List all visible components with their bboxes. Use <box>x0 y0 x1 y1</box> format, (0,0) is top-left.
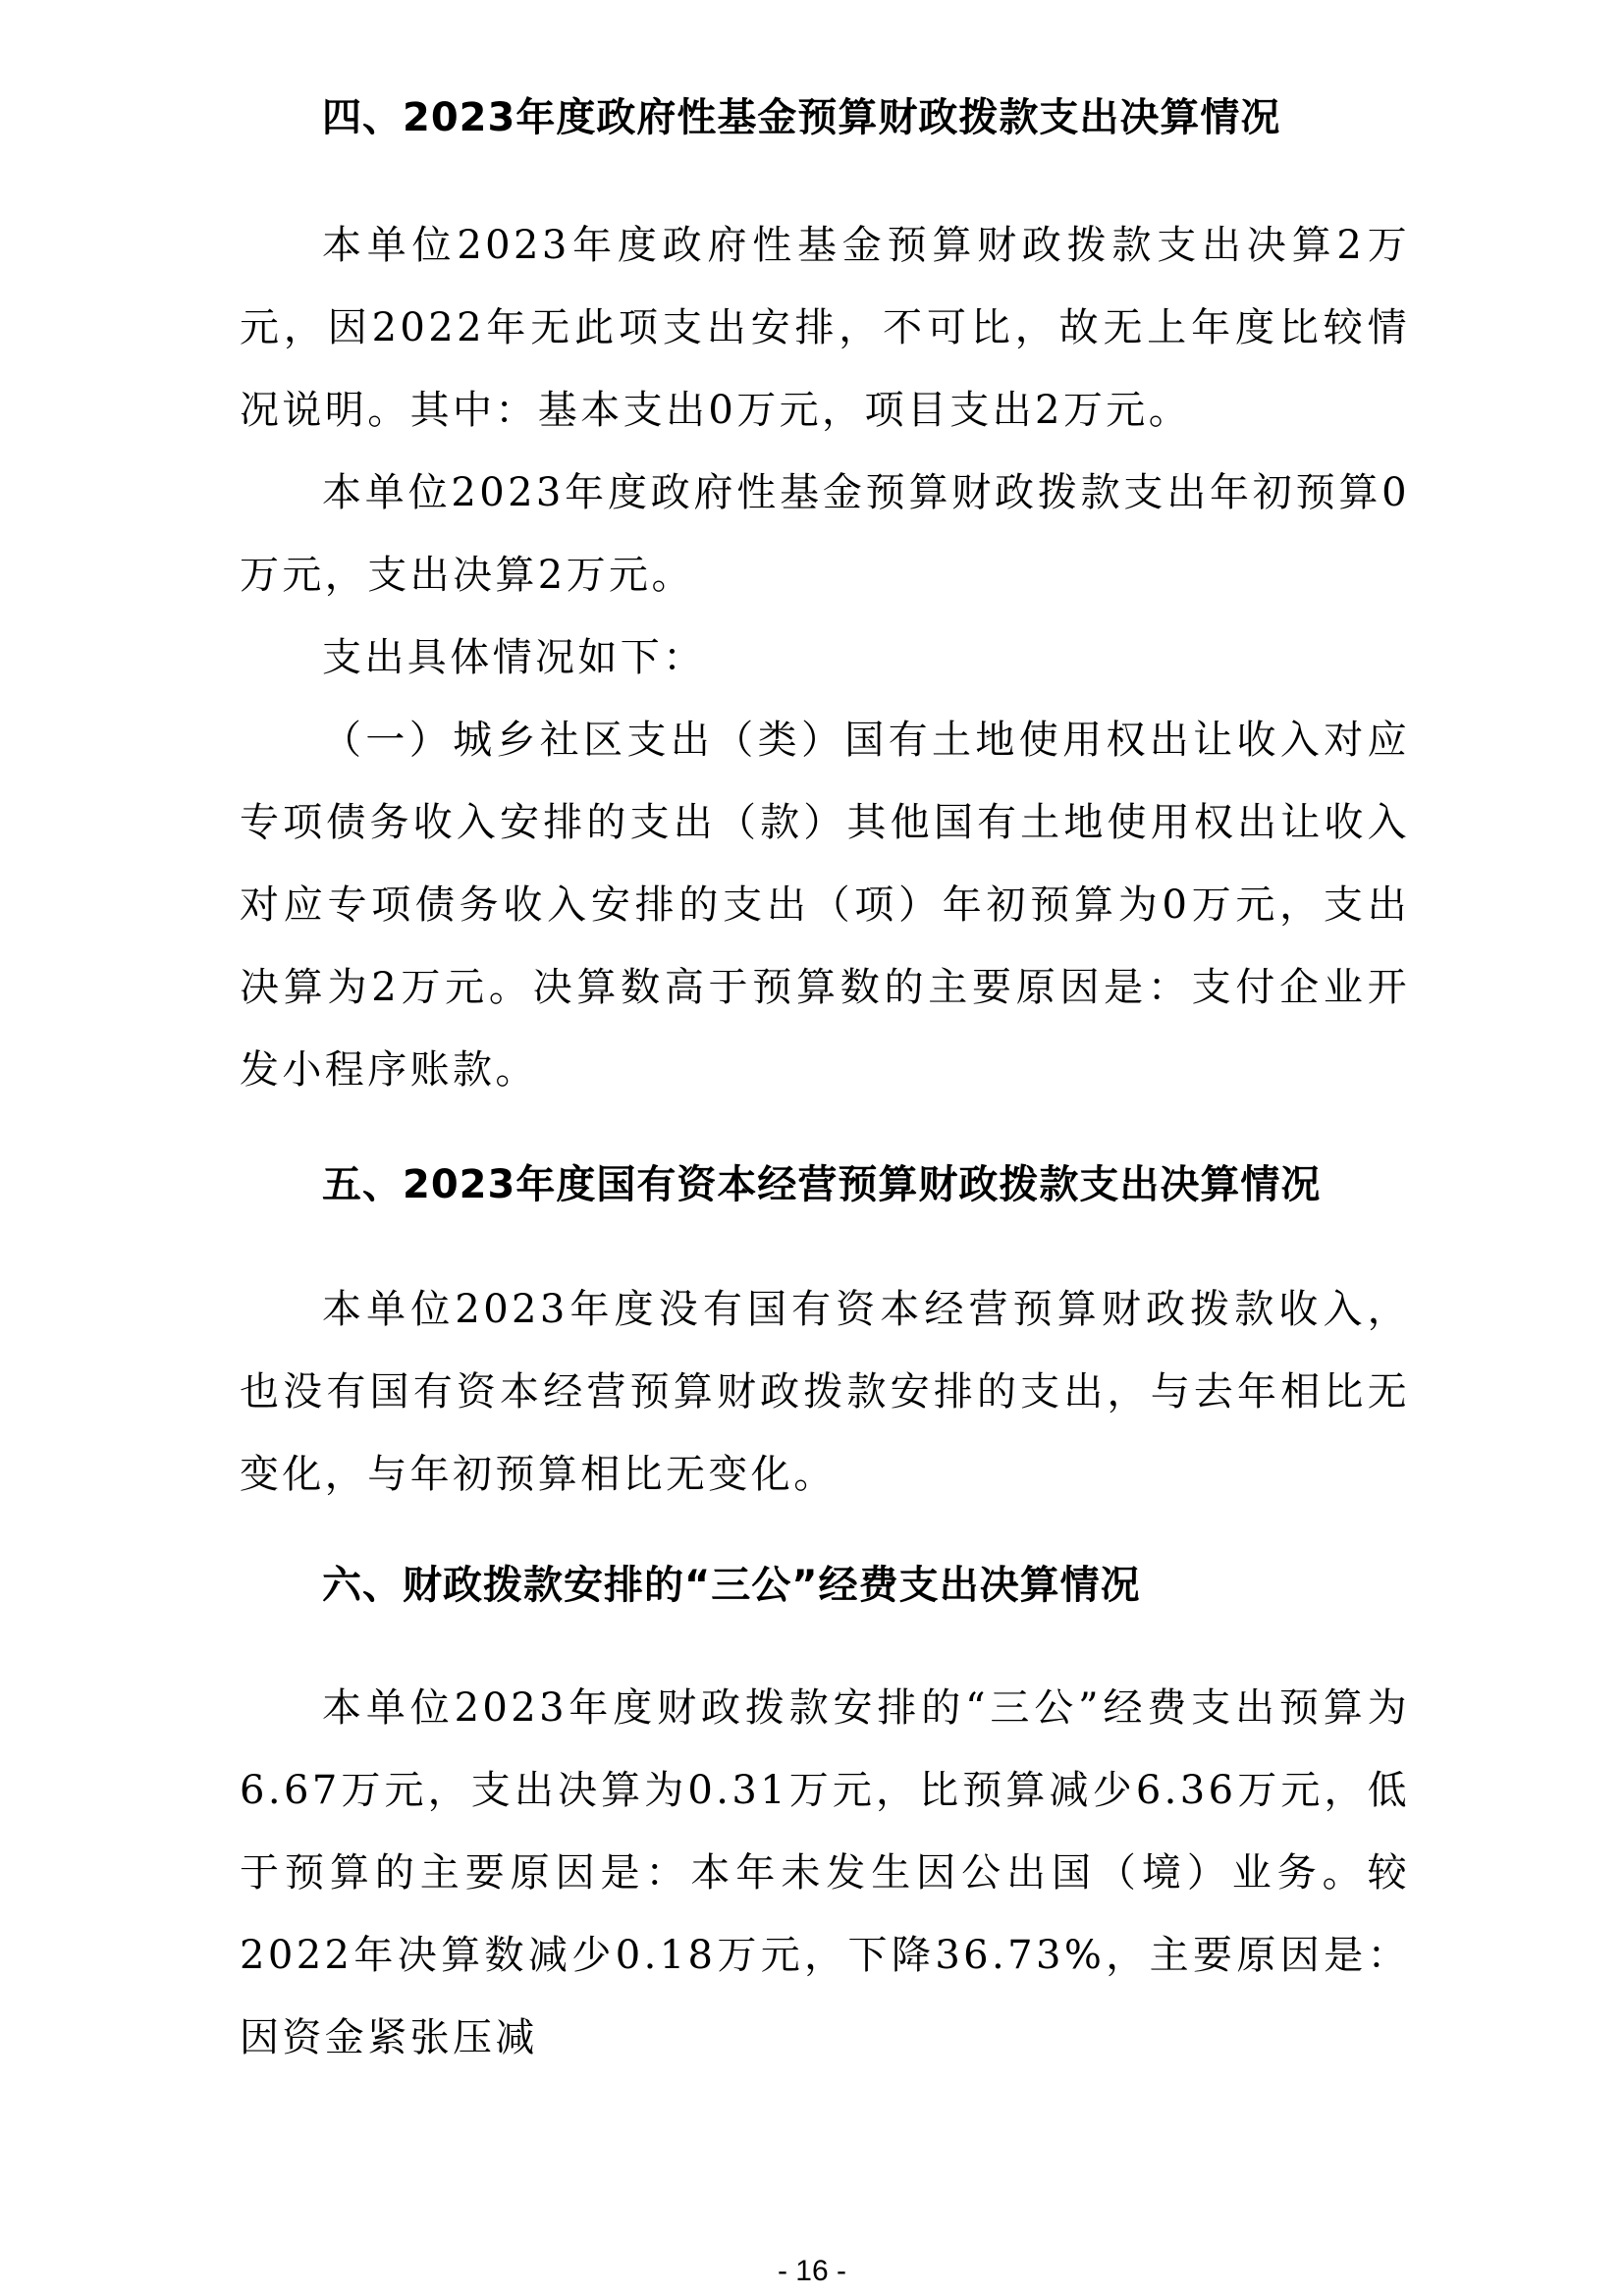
page-number: - 16 - <box>777 2255 847 2287</box>
paragraph: 本单位2023年度没有国有资本经营预算财政拨款收入，也没有国有资本经营预算财政拨款安排的支出，与去年相比无变化，与年初预算相比无变化。 <box>240 1287 1410 1497</box>
paragraph: 支出具体情况如下： <box>322 635 706 680</box>
page-content <box>240 93 1410 2079</box>
paragraph: 本单位2023年度政府性基金预算财政拨款支出决算2万元，因2022年无此项支出安排，不可比，故无上年度比较情况说明。其中：基本支出0万元，项目支出2万元。 <box>240 223 1410 433</box>
paragraph: 本单位2023年度财政拨款安排的“三公”经费支出预算为6.67万元，支出决算为0.31万元，比预算减少6.36万元，低于预算的主要原因是：本年未发生因公出国（境）业务。较2022年决算数减少0.18万元，下降36.73%，主要原因是：因资金紧张压减 <box>240 1685 1410 2060</box>
paragraph: 本单位2023年度政府性基金预算财政拨款支出年初预算0万元，支出决算2万元。 <box>240 470 1410 598</box>
section-heading-5: 五、2023年度国有资本经营预算财政拨款支出决算情况 <box>322 1162 1322 1207</box>
section-heading-6: 六、财政拨款安排的“三公”经费支出决算情况 <box>322 1563 1141 1608</box>
section-heading-4: 四、2023年度政府性基金预算财政拨款支出决算情况 <box>322 95 1281 140</box>
paragraph: （一）城乡社区支出（类）国有土地使用权出让收入对应专项债务收入安排的支出（款）其他国有土地使用权出让收入对应专项债务收入安排的支出（项）年初预算为0万元，支出决算为2万元。决算数高于预算数的主要原因是：支付企业开发小程序账款。 <box>240 718 1410 1093</box>
